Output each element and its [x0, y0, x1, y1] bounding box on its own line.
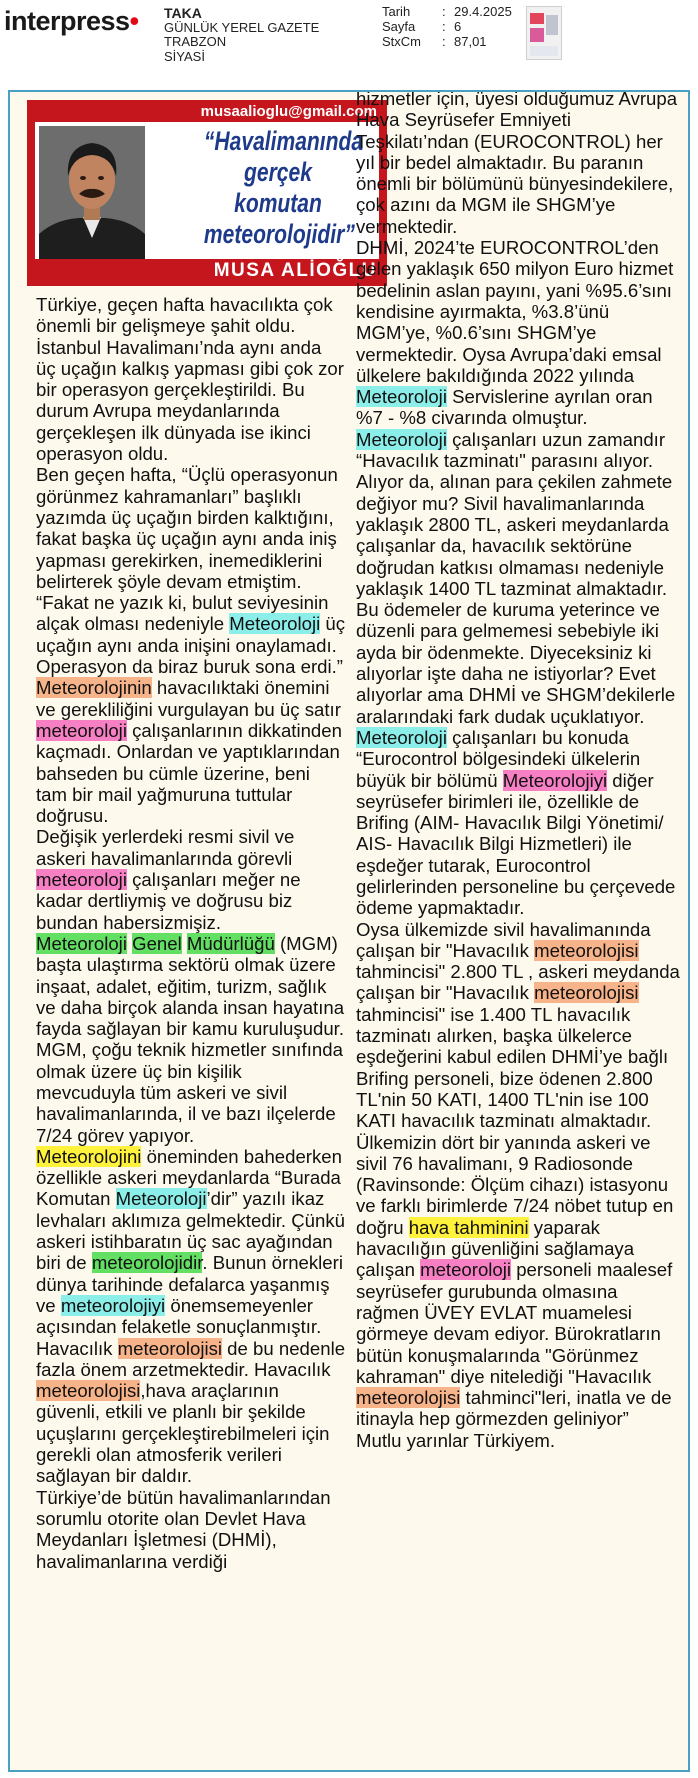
text-run: Havacılık	[36, 1337, 118, 1359]
text-run: çalışanları uzun zamandır “Havacılık tazminatı" parasını alıyor. Alıyor da, alınan para çekilen zahmete değiyor mu? Sivil havalimanlarında yaklaşık 2800 TL, askeri meydanlarda çalışanlar da, havacılık sektörüne doğrudan katkısı olmaması nedeniyle yaklaşık 1400 TL tazminat almaktadır. Bu ödemeler de kuruma yeterince ve düzenli para gelmemesi sebebiyle iki ayda bir ödenmekte. Diyeceksiniz ki alıyorlar işte daha ne istiyorlar? Evet alıyorlar ama DHMİ ve SHGM’dekilerle aralarındaki fark dudak uçuklatıyor.	[356, 428, 676, 727]
highlighted-term: meteorolojisi	[534, 982, 639, 1004]
text-run: personeli maalesef seyrüsefer gurubunda olmasına rağmen ÜVEY EVLAT muamelesi görmeye devam ediyor. Bürokratların bütün konuşmalarında "Görünmez kahraman" diye nitelediği "Havacılık	[356, 1259, 673, 1387]
text-run: diğer seyrüsefer birimleri ile, özellikle de Brifing (AIM- Havacılık Bilgi Yönetimi/ AIS- Havacılık Bilgi Hizmetleri) ile eşdeğer tutarak, Eurocontrol gelirlerinden personeline bu çerçevede ödeme yapmaktadır.	[356, 769, 676, 919]
highlighted-term: Meteorolojini	[36, 1145, 142, 1167]
text-run: Mutlu yarınlar Türkiyem.	[356, 1429, 556, 1451]
article-paragraph	[36, 933, 346, 1146]
text-run: hizmetler için, üyesi olduğumuz Avrupa Hava Seyrüsefer Emniyeti Teşkilatı’ndan (EUROCONTROL) her yıl bir bedel almaktadır. Bu paranın önemli bir bölümünü bünyesindekilere, çok azını da MGM ile SHGM’ye vermektedir.	[356, 90, 678, 237]
article-paragraph	[356, 429, 682, 727]
text-run: de bu nedenle fazla önem arzetmektedir. Havacılık	[36, 1337, 346, 1380]
text-run: üç uçağın aynı anda inişini onaylamadı.	[36, 613, 346, 656]
area-label: StxCm	[382, 34, 421, 49]
text-run: Türkiye, geçen hafta havacılıkta çok önemli bir gelişmeye şahit oldu. İstanbul Havalimanı’nda aynı anda üç uçağın kalkış yapması gibi çok zor bir operasyon gerçekleştirildi. Bu durum Avrupa meydanlarında gerçekleşen ilk dünyada ise ikinci operasyon oldu.	[36, 294, 344, 465]
article-paragraph	[36, 464, 346, 592]
text-run: tahminci"leri, inatla ve de itinayla hep görmezden geliniyor”	[356, 1387, 672, 1430]
publication-type: GÜNLÜK YEREL GAZETE	[164, 19, 320, 35]
highlighted-term: meteoroloji	[36, 719, 127, 741]
text-run: Operasyon da biraz buruk sona erdi.”	[36, 656, 343, 678]
page-thumbnail	[526, 6, 562, 60]
text-run: havacılıktaki önemini ve gerekliliğini vurgulayan bu üç satır	[36, 677, 341, 720]
text-run: “Fakat ne yazık ki, bulut seviyesinin alçak olması nedeniyle	[36, 592, 329, 635]
highlighted-term: meteorolojisi	[534, 939, 639, 961]
text-run: Oysa ülkemizde sivil havalimanında çalışan bir "Havacılık	[356, 918, 651, 961]
highlighted-term: Meteorolojinin	[36, 677, 152, 699]
text-run: Değişik yerlerdeki resmi sivil ve askeri havalimanlarında görevli	[36, 826, 295, 869]
headline: “Havalimanında gerçek komutan meteorolojidir”	[203, 126, 364, 249]
author-name: MUSA ALİOĞLU	[213, 260, 377, 281]
text-run: ’dir” yazılı ikaz levhaları aklımıza gelmektedir. Çünkü askeri istihbaratın üç sac ayağından biri de	[36, 1188, 346, 1274]
article-paragraph	[356, 90, 682, 237]
article-right-column	[356, 90, 682, 1451]
text-run: tahmincisi" ise 1.400 TL havacılık tazminatı alırken, başka ülkelerce eşdeğerini kabul edilen DHMİ’ye bağlı Brifing personeli, bize ödenen 2.800 TL'nin 50 KATI, 1400 TL'nin ise 100 KATI havacılık tazminatı almaktadır. Ülkemizin dört bir yanında askeri ve sivil 76 havalimanı, 9 Radiosonde (Ravinsonde: Ölçüm cihazı) istasyonu ve farklı birimlerde 7/24 nöbet tutup en doğru	[356, 1003, 674, 1238]
text-run: Türkiye’de bütün havalimanlarından sorumlu otorite olan Devlet Hava Meydanları İşletmesi (DHMİ), havalimanlarına verdiği	[36, 1486, 331, 1572]
publication-section: SİYASİ	[164, 48, 205, 64]
page-label: Sayfa	[382, 19, 416, 34]
publication-info	[164, 6, 319, 64]
text-run: (MGM) başta ulaştırma sektörü olmak üzere inşaat, adalet, eğitim, turizm, sağlık ve daha birçok alanda insan hayatına fayda sağlayan bir kamu kuruluşudur. MGM, çoğu teknik hizmetler sınıfında olmak üzere üç bin kişilik mevcuduyla tüm askeri ve sivil havalimanlarında, il ve bazı ilçelerde 7/24 görev yapıyor.	[36, 932, 345, 1146]
text-run: öneminden bahederken özellikle askeri meydanlarda “Burada Komutan	[36, 1145, 342, 1210]
highlighted-term: Meteoroloji	[36, 932, 127, 954]
article-paragraph	[356, 727, 682, 748]
highlighted-term: Müdürlüğü	[186, 932, 275, 954]
highlighted-term: Meteoroloji	[229, 613, 321, 635]
highlighted-term: Meteoroloji	[356, 726, 447, 748]
text-run: önemsemeyenler açısından felaketle sonuçlanmıştır.	[36, 1294, 322, 1338]
article-paragraph	[36, 1487, 346, 1572]
text-run: Ben geçen hafta, “Üçlü operasyonun görünmez kahramanları” başlıklı yazımda üç uçağın birden kalktığını, fakat başka üç uçağın aynı anda iniş yapması gerekirken, inemediklerini belirterek şöyle devam etmiştim.	[36, 464, 338, 592]
article-paragraph	[36, 592, 346, 656]
logo-dot: •	[129, 6, 139, 36]
date-value: 29.4.2025	[454, 4, 512, 19]
highlighted-term: Meteoroloji	[115, 1188, 207, 1210]
highlighted-term: hava tahminini	[408, 1216, 529, 1238]
highlighted-term: Meteoroloji	[356, 386, 447, 408]
article-paragraph	[36, 656, 346, 677]
column-header	[27, 100, 387, 286]
highlighted-term: meteorolojisi	[117, 1337, 223, 1359]
article-left-column	[36, 294, 346, 1572]
highlighted-term: meteorolojisi	[36, 1380, 141, 1402]
text-run: DHMİ, 2024’te EUROCONTROL’den gelen yaklaşık 650 milyon Euro hizmet bedelinin aslan payını, yani %95.6’sını kendisine ayırmakta, %3.8’ünü MGM’ye, %0.6’sını SHGM’ye vermektedir. Oysa Avrupa’daki emsal ülkelere bakıldığında 2022 yılında	[356, 237, 674, 386]
text-run: çalışanları bu konuda	[446, 726, 629, 748]
text-run: yaparak havacılığın güvenliğini sağlamaya çalışan	[356, 1216, 635, 1281]
article-paragraph	[356, 237, 682, 429]
text-run: Servislerine ayrılan oran %7 - %8 civarında olmuştur.	[356, 386, 653, 429]
article-paragraph	[36, 1338, 346, 1487]
clipping-meta: Tarih : 29.4.2025 Sayfa : 6 StxCm : 87,01	[382, 4, 512, 49]
publication-name: TAKA	[164, 5, 202, 21]
article-paragraph	[356, 748, 682, 918]
article-clipping	[8, 90, 690, 1772]
highlighted-term: meteoroloji	[420, 1259, 512, 1281]
date-label: Tarih	[382, 4, 411, 19]
highlighted-term: Genel	[132, 932, 182, 954]
text-run: ,hava araçlarının güvenli, etkili ve planlı bir şekilde uçuşlarını gerçekleştirebilmeleri için gerekli olan atmosferik verileri sağlayan bir daldır.	[36, 1380, 330, 1487]
highlighted-term: meteoroloji	[36, 869, 127, 891]
highlighted-term: Meteorolojiyi	[502, 769, 608, 791]
highlighted-term: meteorolojisi	[356, 1387, 461, 1409]
article-paragraph	[356, 1430, 682, 1451]
article-paragraph	[36, 294, 346, 464]
area-value: 87,01	[454, 34, 487, 49]
text-run: . Bunun örnekleri dünya tarihinde defalarca yaşanmış ve	[36, 1252, 343, 1316]
article-paragraph	[356, 919, 682, 1430]
article-paragraph	[36, 826, 346, 932]
publication-city: TRABZON	[164, 34, 227, 49]
article-paragraph	[36, 677, 346, 826]
text-run: çalışanlarının dikkatinden kaçmadı. Onlardan ve yaptıklarından bahseden bu cümle üzerine, beni tam bir mail yağmuruna tuttular doğrusu.	[36, 719, 342, 827]
text-run: “Eurocontrol bölgesindeki ülkelerin büyük bir bölümü	[356, 748, 641, 791]
text-run: çalışanları meğer ne kadar dertliymiş ve doğrusu biz bundan habersizmişiz.	[36, 869, 301, 933]
author-photo	[39, 126, 145, 259]
text-run: tahmincisi" 2.800 TL , askeri meydanda çalışan bir "Havacılık	[356, 961, 680, 1004]
article-paragraph	[36, 1146, 346, 1338]
highlighted-term: Meteoroloji	[356, 428, 447, 450]
highlighted-term: meteorolojiyi	[60, 1294, 166, 1316]
highlighted-term: meteorolojidir	[91, 1252, 203, 1274]
author-email: musaalioglu@gmail.com	[200, 103, 377, 120]
page-value: 6	[454, 19, 462, 34]
interpress-logo: interpress•	[4, 6, 139, 36]
